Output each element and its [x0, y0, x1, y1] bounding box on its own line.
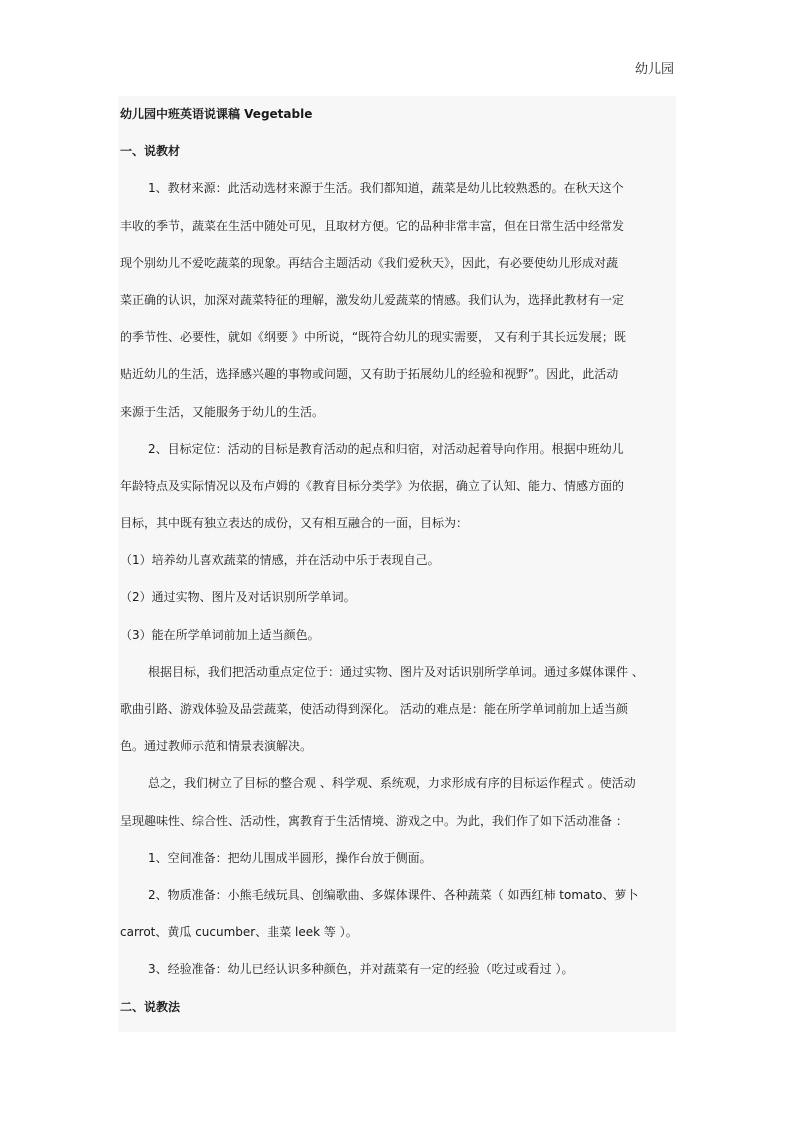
paragraph-line: 总之，我们树立了目标的整合观 、科学观、系统观，力求形成有序的目标运作程式 。使活动 [148, 776, 636, 791]
section-heading: 二、说教法 [120, 999, 181, 1014]
document-body [118, 96, 676, 1032]
paragraph-line: 的季节性、必要性，就如《纲要 》中所说，“既符合幼儿的现实需要， 又有利于其长远发展；既 [120, 330, 626, 345]
section-heading: 一、说教材 [120, 144, 181, 159]
paragraph-line: 年龄特点及实际情况以及布卢姆的《教育目标分类学》为依据，确立了认知、能力、情感方面的 [120, 478, 625, 493]
paragraph-line: 色。通过教师示范和情景表演解决。 [120, 739, 313, 754]
paragraph-line: 呈现趣味性、综合性、活动性，寓教育于生活情境、游戏之中。为此，我们作了如下活动准备 ： [120, 813, 628, 828]
paragraph-line: 3、经验准备：幼儿已经认识多种颜色，并对蔬菜有一定的经验（吃过或看过 ）。 [148, 962, 574, 977]
document-lines [120, 133, 676, 1026]
paragraph-line: （1）培养幼儿喜欢蔬菜的情感，并在活动中乐于表现自己。 [120, 553, 440, 568]
paragraph-line: 1、空间准备：把幼儿围成半圆形，操作台放于侧面。 [148, 850, 432, 865]
paragraph-line: 1、教材来源：此活动选材来源于生活。我们都知道，蔬菜是幼儿比较熟悉的。在秋天这个 [148, 181, 624, 196]
paragraph-line: 歌曲引路、游戏体验及品尝蔬菜，使活动得到深化。 活动的难点是：能在所学单词前加上适当颜 [120, 702, 628, 716]
paragraph-line: （3）能在所学单词前加上适当颜色。 [120, 627, 320, 642]
paragraph-line: （2）通过实物、图片及对话识别所学单词。 [120, 590, 356, 605]
paragraph-line: 现个别幼儿不爱吃蔬菜的现象。再结合主题活动《我们爱秋天》，因此，有必要使幼儿形成对蔬 [120, 255, 619, 270]
page-header: 幼儿园 [634, 62, 674, 77]
paragraph-line: 目标，其中既有独立表达的成份，又有相互融合的一面，目标为： [120, 516, 469, 531]
paragraph-line: 根据目标，我们把活动重点定位于：通过实物、图片及对话识别所学单词。通过多媒体课件 、 [148, 664, 644, 679]
paragraph-line: 丰收的季节，蔬菜在生活中随处可见，且取材方便。它的品种非常丰富，但在日常生活中经常发 [120, 218, 625, 233]
paragraph-line: 2、目标定位：活动的目标是教育活动的起点和归宿，对活动起着导向作用。根据中班幼儿 [148, 441, 624, 456]
paragraph-line: 2、物质准备：小熊毛绒玩具、创编歌曲、多媒体课件、各种蔬菜（ 如西红柿 tomato、萝卜 [148, 887, 639, 902]
document-title: 幼儿园中班英语说课稿 Vegetable [120, 107, 313, 121]
paragraph-line: 贴近幼儿的生活，选择感兴趣的事物或问题，又有助于拓展幼儿的经验和视野”。因此，此活动 [120, 367, 619, 382]
paragraph-line: 菜正确的认识，加深对蔬菜特征的理解，激发幼儿爱蔬菜的情感。我们认为，选择此教材有一定 [120, 292, 625, 307]
paragraph-line: 来源于生活，又能服务于幼儿的生活。 [120, 404, 325, 419]
paragraph-line: carrot、黄瓜 cucumber、韭菜 leek 等 ）。 [120, 925, 358, 940]
